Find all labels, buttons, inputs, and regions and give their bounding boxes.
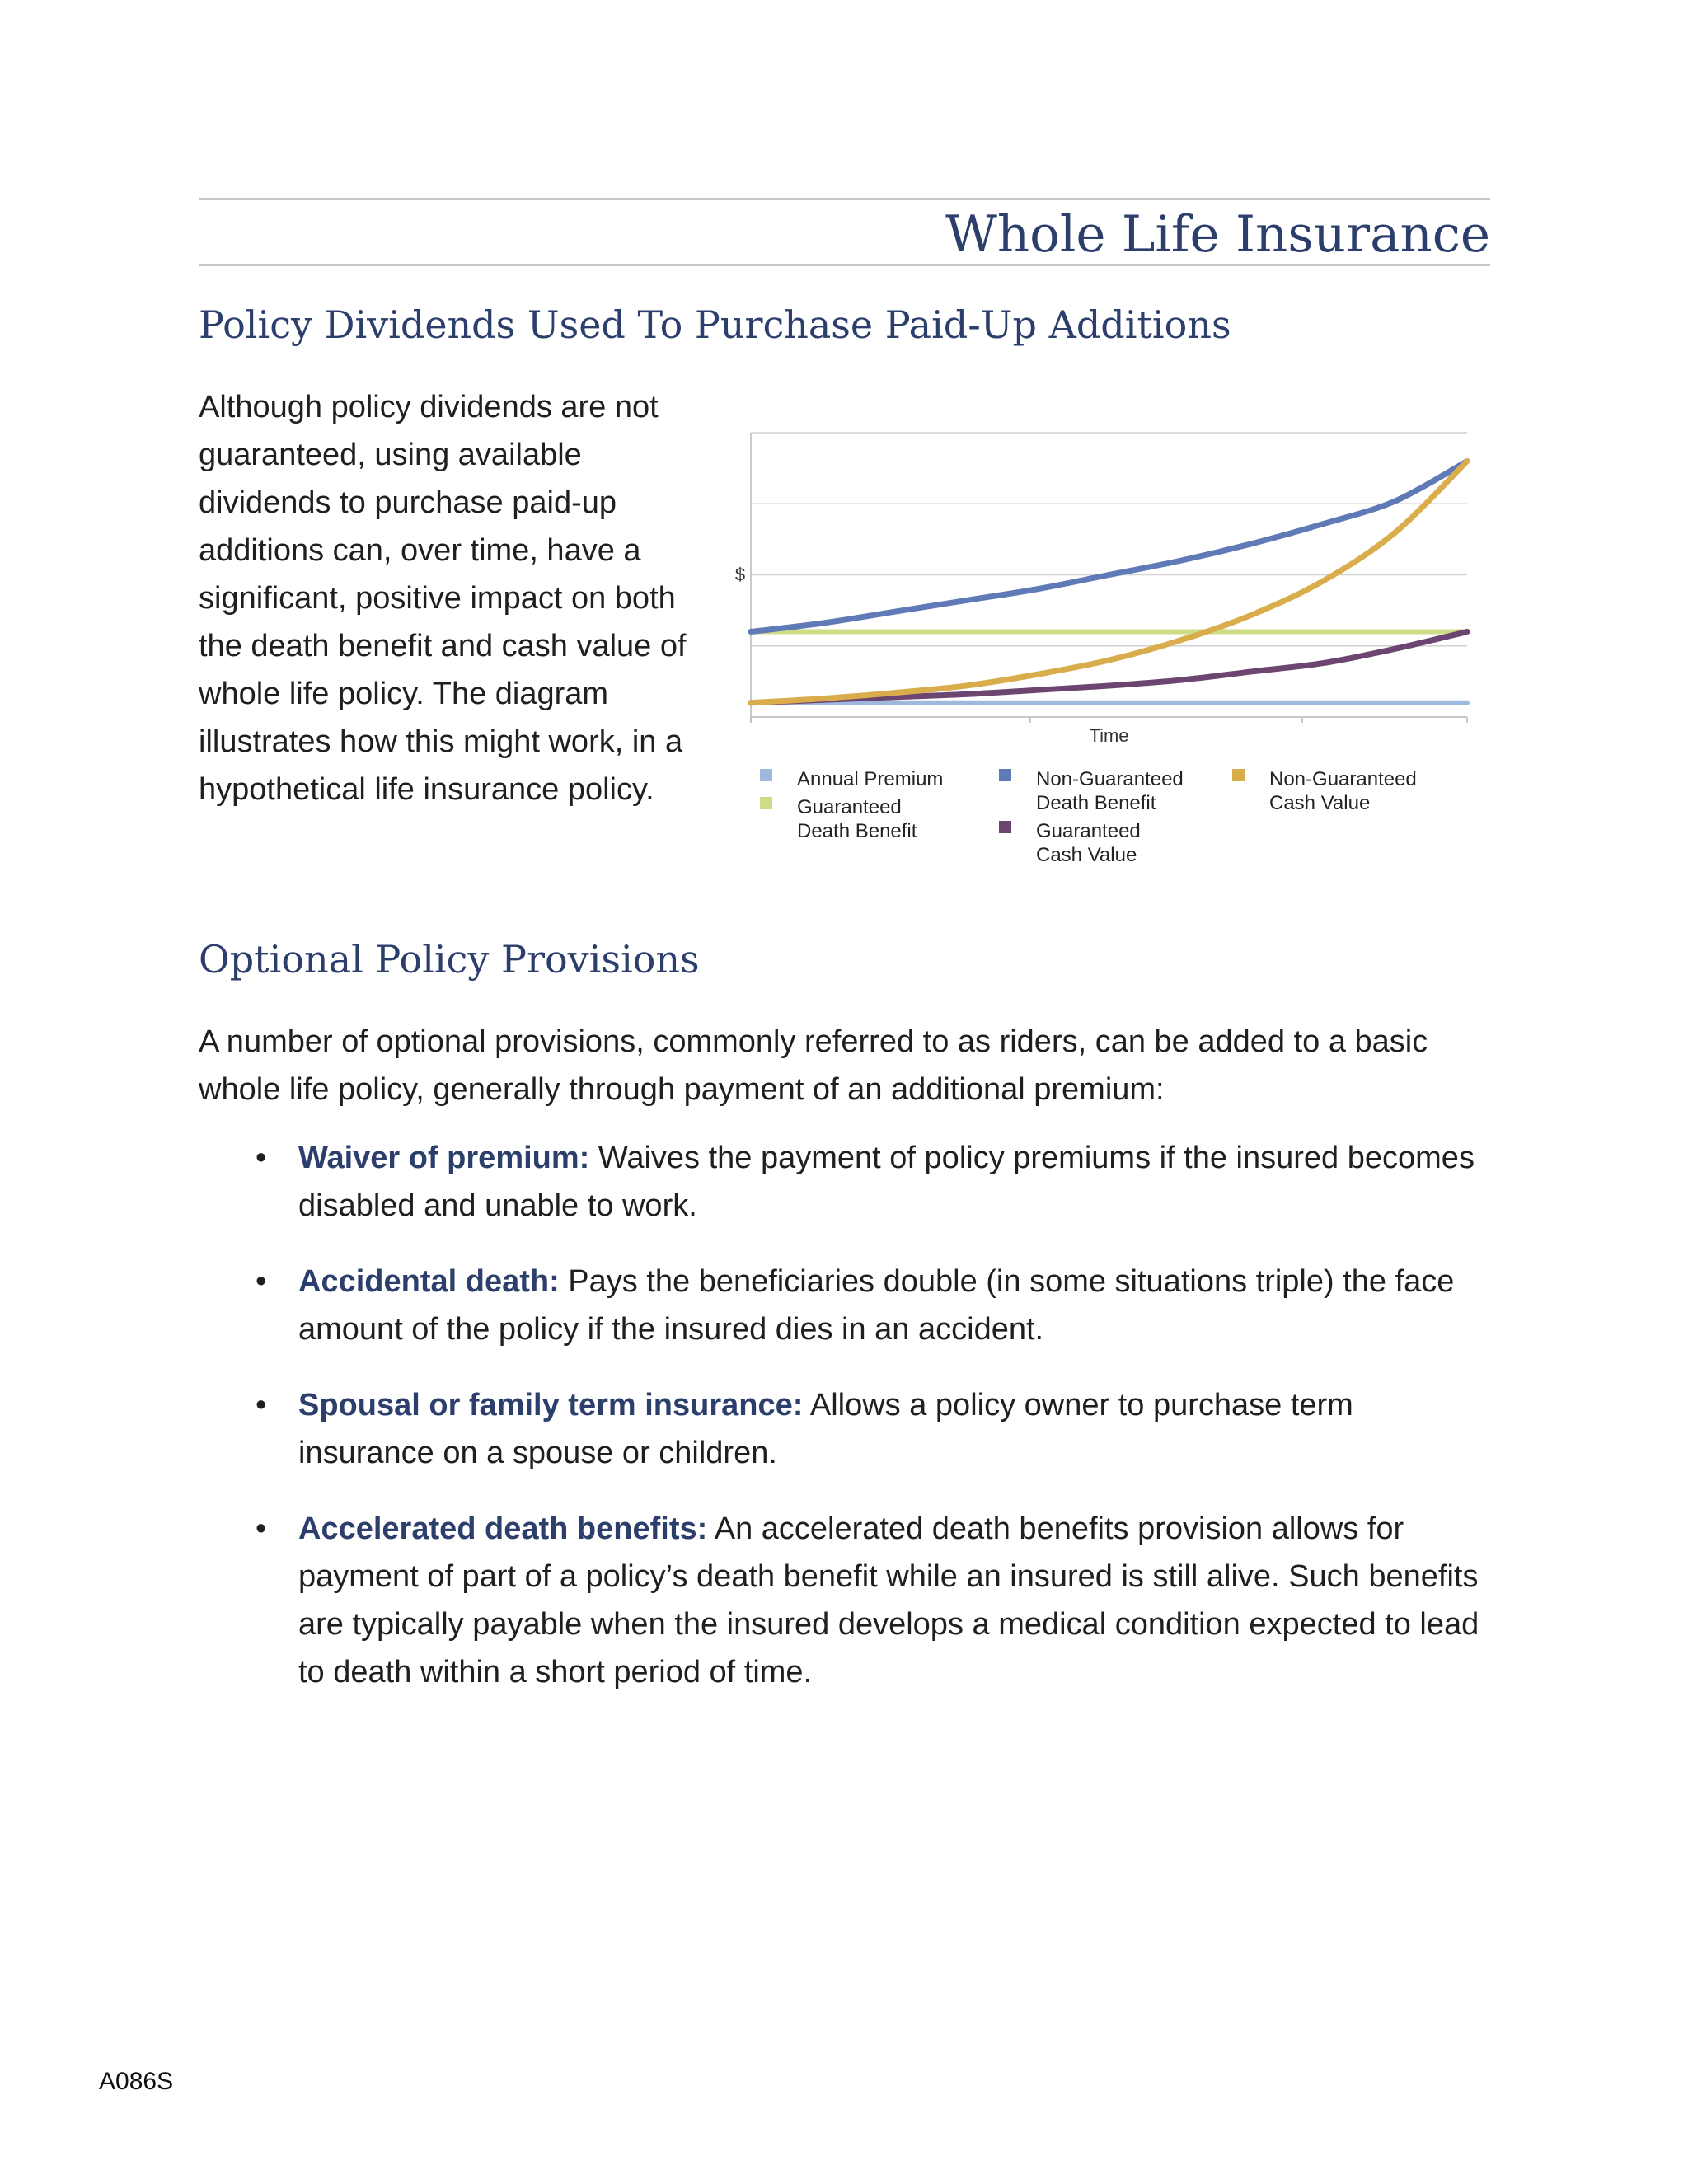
document-code: A086S	[99, 2068, 174, 2095]
section-heading-dividends: Policy Dividends Used To Purchase Paid-Up Additions	[199, 302, 1231, 347]
legend-swatch	[1232, 769, 1245, 781]
bullet: •	[256, 1141, 267, 1175]
rider-list	[247, 1134, 1492, 1724]
series-line-non-guaranteed-death-benefit	[751, 462, 1467, 632]
legend-label: Guaranteed	[1036, 820, 1141, 842]
legend-swatch	[999, 821, 1011, 833]
rider-item-spousal-term	[247, 1381, 1492, 1477]
legend-label: Guaranteed	[797, 796, 902, 818]
legend-label: Cash Value	[1036, 844, 1137, 866]
rider-description: Allows a policy owner to purchase term insurance on a spouse or children.	[298, 1388, 1353, 1470]
section-heading-provisions: Optional Policy Provisions	[199, 937, 700, 982]
legend-label: Non-Guaranteed	[1036, 768, 1184, 790]
rider-term: Waiver of premium:	[298, 1141, 590, 1175]
series-line-guaranteed-cash-value	[751, 632, 1467, 703]
header-rule-top	[199, 198, 1490, 200]
legend-label: Cash Value	[1269, 792, 1371, 814]
series-line-non-guaranteed-cash-value	[751, 462, 1467, 703]
dividends-chart	[725, 416, 1484, 878]
rider-description: An accelerated death benefits provision allows for payment of part of a policy’s death benefit while an insured is still alive. Such benefits are typically payable when the insured develops a medical condition expected to lead to death within a short period of time.	[298, 1511, 1479, 1690]
legend-label: Death Benefit	[1036, 792, 1156, 814]
rider-description: Pays the beneficiaries double (in some situations triple) the face amount of the policy if the insured dies in an accident.	[298, 1264, 1455, 1347]
legend-label: Non-Guaranteed	[1269, 768, 1417, 790]
page-title: Whole Life Insurance	[945, 205, 1490, 264]
rider-description: Waives the payment of policy premiums if the insured becomes disabled and unable to work.	[298, 1141, 1475, 1223]
legend-swatch	[999, 769, 1011, 781]
rider-term: Accidental death:	[298, 1264, 560, 1299]
legend-swatch	[760, 797, 772, 809]
provisions-intro: A number of optional provisions, commonly referred to as riders, can be added to a basic whole life policy, generally through payment of an additional premium:	[199, 1024, 1428, 1107]
bullet: •	[256, 1511, 267, 1546]
y-axis-label: $	[734, 564, 746, 585]
rider-term: Spousal or family term insurance:	[298, 1388, 804, 1422]
rider-item-waiver	[247, 1134, 1492, 1230]
rider-term: Accelerated death benefits:	[298, 1511, 708, 1546]
rider-item-accelerated-benefits	[247, 1505, 1492, 1696]
legend-label: Annual Premium	[797, 768, 944, 790]
bullet: •	[256, 1264, 267, 1299]
x-axis-label: Time	[1089, 725, 1129, 746]
dividends-paragraph: Although policy dividends are not guaranteed, using available dividends to purchase paid-up additions can, over time, have a significant, positive impact on both the death benefit and cash value of whole life policy. The diagram illustrates how this might work, in a hypothetical life insurance policy.	[199, 390, 687, 807]
header-rule-bottom	[199, 264, 1490, 266]
rider-item-accidental-death	[247, 1258, 1492, 1353]
legend-swatch	[760, 769, 772, 781]
bullet: •	[256, 1388, 267, 1422]
legend-label: Death Benefit	[797, 820, 917, 842]
